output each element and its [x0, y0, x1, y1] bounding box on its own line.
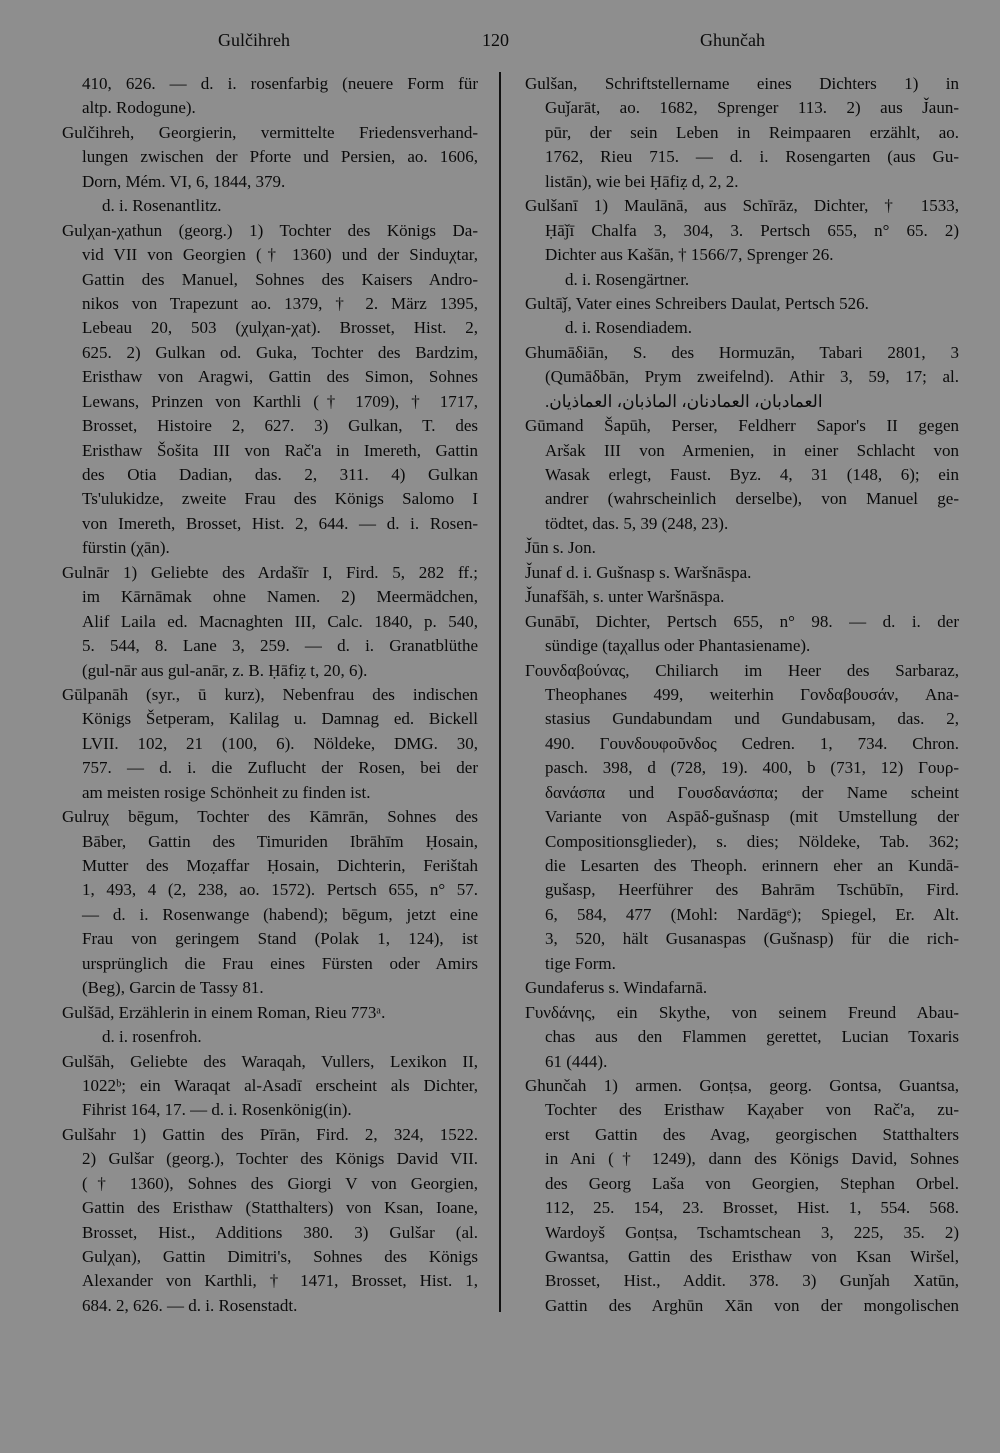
right-column-line: tige Form. [545, 953, 616, 973]
left-column-line: 410, 626. — d. i. rosenfarbig (neuere Form für [82, 74, 478, 93]
right-column-line: Guǰarāt, ao. 1682, Sprenger 113. 2) aus J̌aun- [545, 98, 959, 118]
left-column-line: Fihrist 164, 17. — d. i. Rosenkönig(in). [82, 1100, 352, 1120]
right-column-line: Gunābī, Dichter, Pertsch 655, n° 98. — d. i. der [525, 611, 959, 631]
left-column-line: 1, 493, 4 (2, 238, ao. 1572). Pertsch 655, n° 57. [82, 880, 478, 900]
right-column-line: Variante von Aspāδ-gušnasp (mit Umstellung der [545, 807, 959, 827]
right-column-line: listān), wie bei Ḥāfiẓ d, 2, 2. [545, 171, 739, 191]
right-column-line: die Lesarten des Theoph. erinnern eher an Kundā- [545, 856, 959, 875]
left-column-line: 757. — d. i. die Zuflucht der Rosen, bei der [82, 758, 478, 778]
right-column-line: sündige (taχallus oder Phantasiename). [545, 636, 811, 656]
left-column-line: Gulruχ bēgum, Tochter des Kāmrān, Sohnes des [62, 807, 478, 827]
right-column-line: gušasp, Heerführer des Bahrām Tschūbīn, Fird. [545, 880, 959, 900]
left-column-line: Ts'ulukidze, zweite Frau des Königs Salomo I [82, 489, 478, 509]
right-column-line: δανάσπα und Γουσδανάσπα; der Name scheint [545, 782, 959, 802]
left-column-line: 684. 2, 626. — d. i. Rosenstadt. [82, 1295, 298, 1315]
right-column-line: Gūmand Šapūh, Perser, Feldherr Sapor's II gegen [525, 416, 959, 436]
right-column-line: erst Gattin des Avag, georgischen Statthalters [545, 1124, 959, 1144]
right-column-line: Gulšanī 1) Maulānā, aus Schīrāz, Dichter, † 1533, [525, 196, 959, 216]
left-column-line: d. i. rosenfroh. [102, 1027, 202, 1047]
left-column-line: nikos von Trapezunt ao. 1379, † 2. März 1395, [82, 293, 478, 313]
page-number: 120 [482, 30, 509, 50]
right-column-line: Ghumāδiān, S. des Hormuzān, Tabari 2801, 3 [525, 342, 959, 362]
left-column-line: ursprünglich die Frau eines Fürsten oder Amirs [82, 953, 478, 973]
right-column-line: (Qumāδbān, Prym zweifelnd). Athir 3, 59, 17; al. [545, 367, 959, 387]
left-column-line: Lebeau 20, 503 (χulχan-χat). Brosset, Hist. 2, [82, 318, 478, 338]
right-column-line: 6, 584, 477 (Mohl: Nardāgᵉ); Spiegel, Er. Alt. [545, 904, 959, 924]
right-column-line: pūr, der sein Leben in Reimpaaren erzählt, ao. [545, 122, 959, 142]
left-column-line: Lewans, Prinzen von Karthli († 1709), † 1717, [82, 391, 478, 411]
left-column-line: fürstin (χān). [82, 538, 170, 558]
left-column-line: — d. i. Rosenwange (habend); bēgum, jetzt eine [82, 904, 478, 924]
left-column-line: 1022ᵇ; ein Waraqat al-Asadī erscheint als Dichter, [82, 1075, 478, 1095]
right-column-line: J̌unafšāh, s. unter Waršnāspa. [525, 587, 725, 607]
left-column-line: Brosset, Hist., Additions 380. 3) Gulšar (al. [82, 1222, 478, 1242]
right-column-line: Γυνδάνης, ein Skythe, von seinem Freund Abau- [525, 1002, 959, 1022]
column-divider [499, 72, 501, 1312]
left-column-line: (gul-nār aus gul-anār, z. B. Ḥāfiẓ t, 20, 6). [82, 660, 368, 680]
right-column-line: 112, 25. 154, 23. Brosset, Hist. 1, 554. 568. [545, 1198, 959, 1218]
right-column-line: Gultāǰ, Vater eines Schreibers Daulat, Pertsch 526. [525, 293, 869, 313]
left-column-line: 5. 544, 8. Lane 3, 259. — d. i. Granatblüthe [82, 636, 478, 656]
right-column-line: 1762, Rieu 715. — d. i. Rosengarten (aus Gu- [545, 147, 959, 167]
left-column-line: († 1360), Sohnes des Giorgi V von Georgien, [82, 1173, 478, 1193]
left-column-line: Königs Šetperam, Kalilag u. Damnag ed. Bickell [82, 709, 478, 729]
left-column-line: Eristhaw von Aragwi, Gattin des Simon, Sohnes [82, 367, 478, 387]
right-column-line: Dichter aus Kašān, † 1566/7, Sprenger 26. [545, 245, 834, 265]
right-column-line: d. i. Rosengärtner. [565, 269, 690, 289]
right-column-line: Gwantsa, Gattin des Eristhaw von Ksan Wiršel, [545, 1247, 959, 1266]
left-column-line: 2) Gulšar (georg.), Tochter des Königs David VII. [82, 1149, 478, 1169]
right-column-line: Theophanes 499, weiterhin Γονδαβουσάν, Ana- [545, 684, 959, 704]
left-column-line: d. i. Rosenantlitz. [102, 196, 222, 216]
left-column-line: Brosset, Histoire 2, 627. 3) Gulkan, T. des [82, 416, 478, 436]
left-column-line: Gulnār 1) Geliebte des Ardašīr I, Fird. 5, 282 ff.; [62, 562, 478, 582]
right-column-line: des Georg Laša von Georgien, Stephan Orbel. [545, 1173, 959, 1193]
right-column-line: Gattin des Arghūn Xān von der mongolischen [545, 1295, 959, 1315]
left-column-line: Eristhaw Šošita III von Rač'a in Imereth, Gattin [82, 440, 478, 460]
right-column-line: tödtet, das. 5, 39 (248, 23). [545, 513, 729, 533]
left-column-line: Gulčihreh, Georgierin, vermittelte Friedensverhand- [62, 122, 478, 142]
right-column-line: J̌ūn s. Jon. [525, 538, 596, 558]
left-column-line: Frau von geringem Stand (Polak 1, 124), ist [82, 929, 478, 949]
left-column-line: vid VII von Georgien († 1360) und der Sinduχtar, [82, 245, 478, 265]
left-column [62, 72, 478, 1318]
left-column-line: Gattin des Manuel, Sohnes des Kaisers Andro- [82, 269, 478, 289]
right-column-line: Wardoyš Gonṭsa, Tschamtschean 3, 225, 35. 2) [545, 1222, 959, 1242]
right-column-line: 490. Γουνδουφοῦνδος Cedren. 1, 734. Chron. [545, 733, 959, 753]
left-column-line: Mutter des Moẓaffar Ḥosain, Dichterin, Ferištah [82, 856, 478, 875]
left-column-line: Bāber, Gattin des Timuriden Ibrāhīm Ḥosain, [82, 831, 478, 851]
right-column-line: 61 (444). [545, 1051, 608, 1071]
left-column-line: des Otia Dadian, das. 2, 311. 4) Gulkan [82, 465, 478, 484]
left-column-line: im Kārnāmak ohne Namen. 2) Meermädchen, [82, 587, 478, 607]
left-column-line: lungen zwischen der Pforte und Persien, ao. 1606, [82, 147, 478, 167]
right-column-line: Γουνδαβούνας, Chiliarch im Heer des Sarbaraz, [525, 660, 959, 680]
left-column-line: Gulšāh, Geliebte des Waraqah, Vullers, Lexikon II, [62, 1051, 478, 1071]
right-column-line: andrer (wahrscheinlich derselbe), von Manuel ge- [545, 489, 959, 509]
right-column-line: J̌unaf d. i. Gušnasp s. Waršnāspa. [525, 562, 752, 582]
right-column-line: Compositionsglieder), s. dies; Nöldeke, Tab. 362; [545, 831, 959, 851]
right-column-line: العمادبان، العمادنان، الماذبان، العماذيان. [545, 391, 823, 411]
left-column-line: Alif Laila ed. Macnaghten III, Calc. 1840, p. 540, [82, 611, 478, 631]
left-column-line: Alexander von Karthli, † 1471, Brosset, Hist. 1, [82, 1271, 478, 1291]
right-column-line: stasius Gundabundam und Gundabusam, das. 2, [545, 709, 959, 729]
left-column-line: am meisten rosige Schönheit zu finden ist. [82, 782, 371, 802]
header-left-keyword: Gulčihreh [218, 30, 290, 50]
right-column-line: in Ani († 1249), dann des Königs David, Sohnes [545, 1149, 959, 1169]
right-column-line: Gulšan, Schriftstellername eines Dichters 1) in [525, 74, 959, 93]
right-column-line: Ghunčah 1) armen. Gonṭsa, georg. Gontsa, Guantsa, [525, 1075, 959, 1095]
right-column [525, 72, 959, 1318]
left-column-line: Gulšahr 1) Gattin des Pīrān, Fird. 2, 324, 1522. [62, 1124, 478, 1144]
left-column-line: Gulšād, Erzählerin in einem Roman, Rieu 773ᵃ. [62, 1002, 386, 1022]
right-column-line: d. i. Rosendiadem. [565, 318, 693, 338]
running-header [0, 30, 1000, 58]
right-column-line: pasch. 398, d (728, 19). 400, b (731, 12) Γουρ- [545, 758, 959, 778]
right-column-line: Tochter des Eristhaw Kaχaber von Rač'a, zu- [545, 1100, 959, 1120]
right-column-line: Wasak erlegt, Faust. Byz. 4, 31 (148, 6); ein [545, 465, 959, 484]
right-column-line: Gundaferus s. Windafarnā. [525, 978, 708, 998]
left-column-line: Gulχan), Gattin Dimitri's, Sohnes des Königs [82, 1247, 478, 1266]
right-column-line: Brosset, Hist., Addit. 378. 3) Gunǰah Xatūn, [545, 1271, 959, 1291]
left-column-line: von Imereth, Brosset, Hist. 2, 644. — d. i. Rosen- [82, 513, 478, 533]
right-column-line: chas aus den Flammen gerettet, Lucian Toxaris [545, 1027, 959, 1047]
right-column-line: Ḥāǰī Chalfa 3, 304, 3. Pertsch 655, n° 65. 2) [545, 220, 959, 240]
right-column-line: 3, 520, hält Gusanaspas (Gušnasp) für die rich- [545, 929, 959, 949]
left-column-line: Dorn, Mém. VI, 6, 1844, 379. [82, 171, 286, 191]
left-column-line: Gulχan-χathun (georg.) 1) Tochter des Königs Da- [62, 220, 478, 240]
left-column-line: LVII. 102, 21 (100, 6). Nöldeke, DMG. 30, [82, 733, 478, 753]
left-column-line: Gūlpanāh (syr., ū kurz), Nebenfrau des indischen [62, 684, 478, 704]
left-column-line: 625. 2) Gulkan od. Guka, Tochter des Bardzim, [82, 342, 478, 362]
header-right-keyword: Ghunčah [700, 30, 765, 50]
left-column-line: altp. Rodogune). [82, 98, 196, 118]
left-column-line: (Beg), Garcin de Tassy 81. [82, 978, 264, 998]
left-column-line: Gattin des Eristhaw (Statthalters) von Ksan, Ioane, [82, 1198, 478, 1218]
right-column-line: Aršak III von Armenien, in einer Schlacht von [545, 440, 959, 460]
